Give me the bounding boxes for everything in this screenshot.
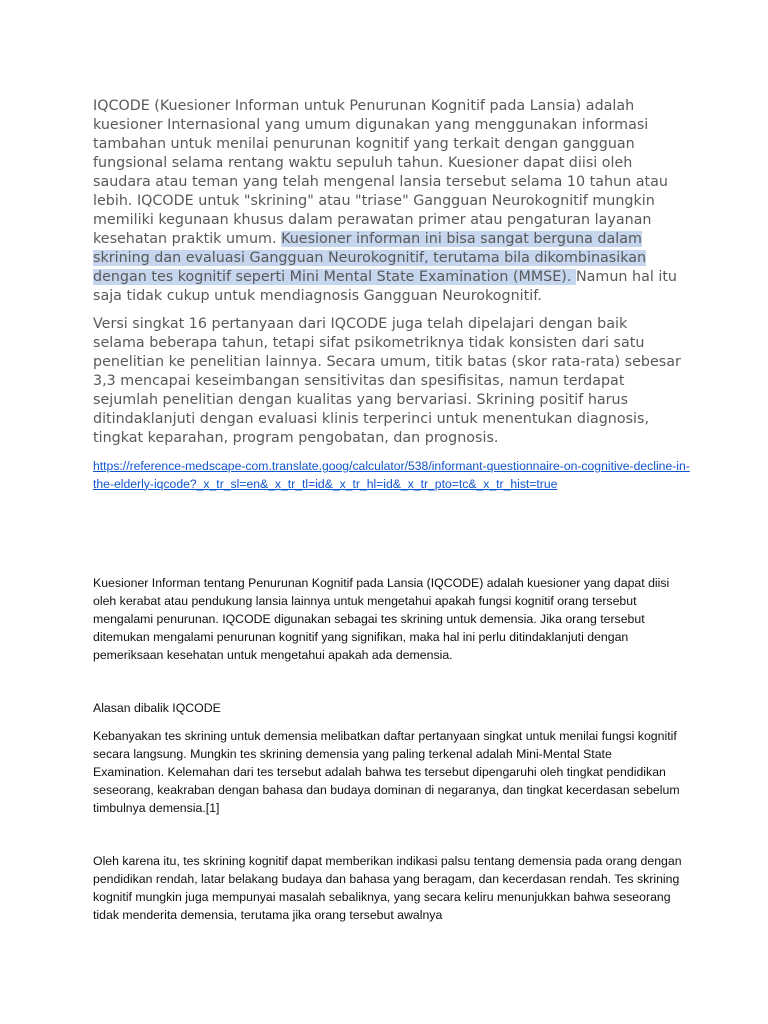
intro-paragraph xyxy=(93,97,683,306)
intro-text-end: Namun hal itu saja tidak cukup untuk mendiagnosis Gangguan Neurokognitif. xyxy=(93,269,677,304)
section-heading: Alasan dibalik IQCODE xyxy=(93,701,221,715)
limitation-paragraph: Oleh karena itu, tes skrining kognitif dapat memberikan indikasi palsu tentang demensia pada orang dengan pendidikan rendah, latar belakang budaya dan bahasa yang beragam, dan kecerdasan rendah. Tes skrining kognitif mungkin juga mempunyai masalah sebaliknya, yang secara keliru menunjukkan bahwa seseorang tidak menderita demensia, terutama jika orang tersebut awalnya xyxy=(93,854,682,922)
short-version-paragraph: Versi singkat 16 pertanyaan dari IQCODE juga telah dipelajari dengan baik selama beberapa tahun, tetapi sifat psikometriknya tidak konsisten dari satu penelitian ke penelitian lainnya. Secara umum, titik batas (skor rata-rata) sebesar 3,3 mencapai keseimbangan sensitivitas dan spesifisitas, namun terdapat sejumlah penelitian dengan kualitas yang bervariasi. Skrining positif harus ditindaklanjuti dengan evaluasi klinis terperinci untuk menentukan diagnosis, tingkat keparahan, program pengobatan, dan prognosis. xyxy=(93,316,681,446)
reason-paragraph: Kebanyakan tes skrining untuk demensia melibatkan daftar pertanyaan singkat untuk menilai fungsi kognitif secara langsung. Mungkin tes skrining demensia yang paling terkenal adalah Mini-Mental State Examination. Kelemahan dari tes tersebut adalah bahwa tes tersebut dipengaruhi oleh tingkat pendidikan seseorang, keakraban dengan bahasa dan budaya dominan di negaranya, dan tingkat kecerdasan sebelum timbulnya demensia.[1] xyxy=(93,729,680,815)
definition-paragraph: Kuesioner Informan tentang Penurunan Kognitif pada Lansia (IQCODE) adalah kuesioner yang dapat diisi oleh kerabat atau pendukung lansia lainnya untuk mengetahui apakah fungsi kognitif orang tersebut mengalami penurunan. IQCODE digunakan sebagai tes skrining untuk demensia. Jika orang tersebut ditemukan mengalami penurunan kognitif yang signifikan, maka hal ini perlu ditindaklanjuti dengan pemeriksaan kesehatan untuk mengetahui apakah ada demensia. xyxy=(93,576,670,662)
highlighted-text[interactable]: Kuesioner informan ini bisa sangat berguna dalam skrining dan evaluasi Gangguan Neurokognitif, terutama bila dikombinasikan dengan tes kognitif seperti Mini Mental State Examination (MMSE). xyxy=(93,231,647,285)
source-link[interactable]: https://reference-medscape-com.translate.goog/calculator/538/informant-questionnaire-on-cognitive-decline-in-the-elderly-iqcode?_x_tr_sl=en&_x_tr_tl=id&_x_tr_hl=id&_x_tr_pto=tc&_x_tr_hist=true xyxy=(93,459,690,491)
intro-text: IQCODE (Kuesioner Informan untuk Penurunan Kognitif pada Lansia) adalah kuesioner Internasional yang umum digunakan yang menggunakan informasi tambahan untuk menilai penurunan kognitif yang terkait dengan gangguan fungsional selama rentang waktu sepuluh tahun. Kuesioner dapat diisi oleh saudara atau teman yang telah mengenal lansia tersebut selama 10 tahun atau lebih. IQCODE untuk "skrining" atau "triase" Gangguan Neurokognitif mungkin memiliki kegunaan khusus dalam perawatan primer atau pengaturan layanan kesehatan praktik umum. xyxy=(93,98,668,247)
